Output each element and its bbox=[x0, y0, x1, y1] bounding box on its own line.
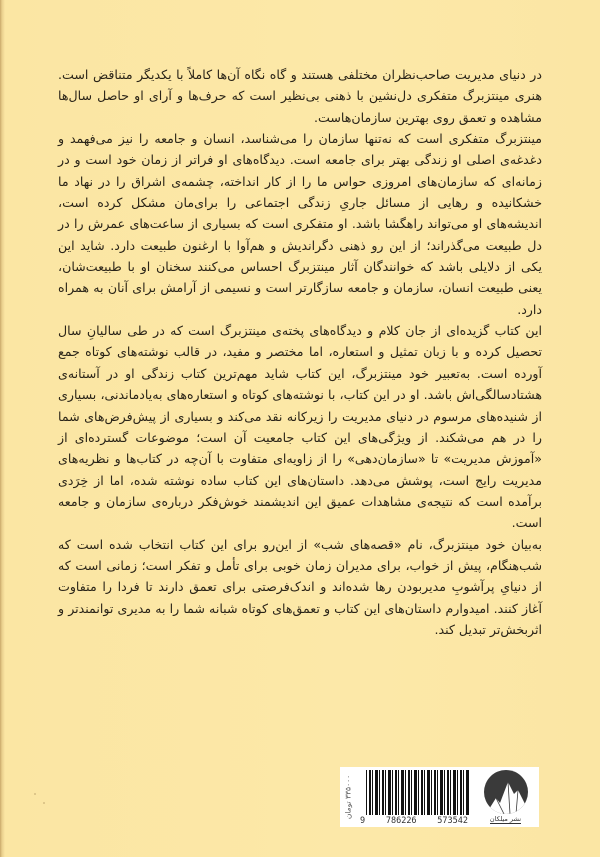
isbn-sticker bbox=[340, 767, 539, 827]
barcode-digit-group-2: 573542 bbox=[437, 816, 468, 826]
barcode-digit-group-1: 786226 bbox=[385, 816, 417, 826]
blurb-paragraph-2: مینتزبرگ متفکری است که نه‌تنها سازمان را می‌شناسد، انسان و جامعه را نیز می‌فهمد و دغدغه‌ی اصلی او زندگی بهتر برای جامعه است. دیدگاه‌های او فراتر از زمان خود است و در زمانه‌ای که سازمان‌های امروزی حواس ما را از کار انداخته، چشمه‌ی اشراق را در نهاد ما خشکانیده و رهایی از مسائل جاریِ زندگی اجتماعی را برای‌مان مشکل کرده است، اندیشه‌های او می‌تواند راهگشا باشد. او متفکری است که بسیاری از ساعت‌های عمرش را در دل طبیعت می‌گذراند؛ از این رو ذهنی دگراندیش و هم‌آوا با ارغنون طبیعت دارد. شاید این یکی از دلایلی باشد که خوانندگان آثار مینتزبرگ احساس می‌کنند سخنان او با طبیعت‌شان، یعنی طبیعت انسان، سازمان و جامعه سازگارتر است و نسیمی از آرامش برای آنان به همراه دارد. bbox=[58, 131, 542, 317]
isbn-barcode bbox=[356, 767, 476, 827]
mountain-peaks-icon bbox=[484, 770, 528, 814]
blurb-paragraph-3: این کتاب گزیده‌ای از جان کلام و دیدگاه‌های پخته‌ی مینتزبرگ است که در طی سالیانِ سال تحصیل کرده و با زبان تمثیل و استعاره، اما مختصر و مفید، در قالب نوشته‌های کوتاه جمع آورده است. به‌تعبیر خود مینتزبرگ، این کتاب شاید مهم‌ترین کتاب زندگی او در آستانه‌ی هشتادسالگی‌اش باشد. او در این کتاب، با نوشته‌های کوتاه و استعاره‌های به‌یادماندنی، بسیاری از شنیده‌های مرسوم در دنیای مدیریت را زیرکانه نقد می‌کند و بسیاری از پیش‌فرض‌های شما را در هم می‌شکند. از ویژگی‌های این کتاب جامعیت آن است؛ موضوعات گسترده‌ای از «آموزش مدیریت» تا «سازمان‌دهی» را از زاویه‌ای متفاوت با آن‌چه در کتاب‌ها و نظریه‌های مدیریت رایج است، پوشش می‌دهد. داستان‌های این کتاب ساده نوشته شده، اما از خِرَدی برآمده است که نتیجه‌ی مشاهدات عمیق این اندیشمند خوش‌فکر درباره‌ی سازمان و جامعه است. bbox=[58, 323, 542, 531]
barcode-digit-prefix: 9 bbox=[360, 816, 366, 826]
price-label bbox=[340, 767, 356, 827]
barcode-digits bbox=[356, 816, 476, 826]
blurb-paragraph-4: به‌بیان خود مینتزبرگ، نام «قصه‌های شب» از این‌رو برای این کتاب انتخاب شده است که شب‌هنگام، پیش از خواب، برای مدیران زمان خوبی برای تأمل و تفکر است؛ زمانی است که از دنیایِ پرآشوبِ مدیربودن رها شده‌اند و اندک‌فرصتی برای تعمق دارند تا فردا را متفاوت آغاز کنند. امیدوارم داستان‌های این کتاب و تعمق‌های کوتاه شبانه شما را به مدیری توانمندتر و اثربخش‌تر تبدیل کند. bbox=[58, 536, 542, 637]
publisher-name: نشر میلکان bbox=[489, 815, 522, 823]
back-cover-blurb bbox=[58, 64, 542, 640]
price-text: ۳۳۵۰۰۰ تومان bbox=[343, 774, 353, 820]
blurb-paragraph-1: در دنیای مدیریت صاحب‌نظران مختلفی هستند و گاه نگاه آن‌ها کاملاً با یکدیگر متناقض است. هنری مینتزبرگ متفکری دل‌نشین با ذهنی بی‌نظیر است که حرف‌ها و آرای او حاصل سال‌ها مشاهده و تعمق روی بهترین سازمان‌هاست. bbox=[58, 67, 542, 125]
paper-speck bbox=[34, 793, 36, 795]
publisher-logo bbox=[476, 767, 539, 827]
paper-speck bbox=[43, 802, 45, 804]
barcode-bars bbox=[366, 770, 470, 815]
